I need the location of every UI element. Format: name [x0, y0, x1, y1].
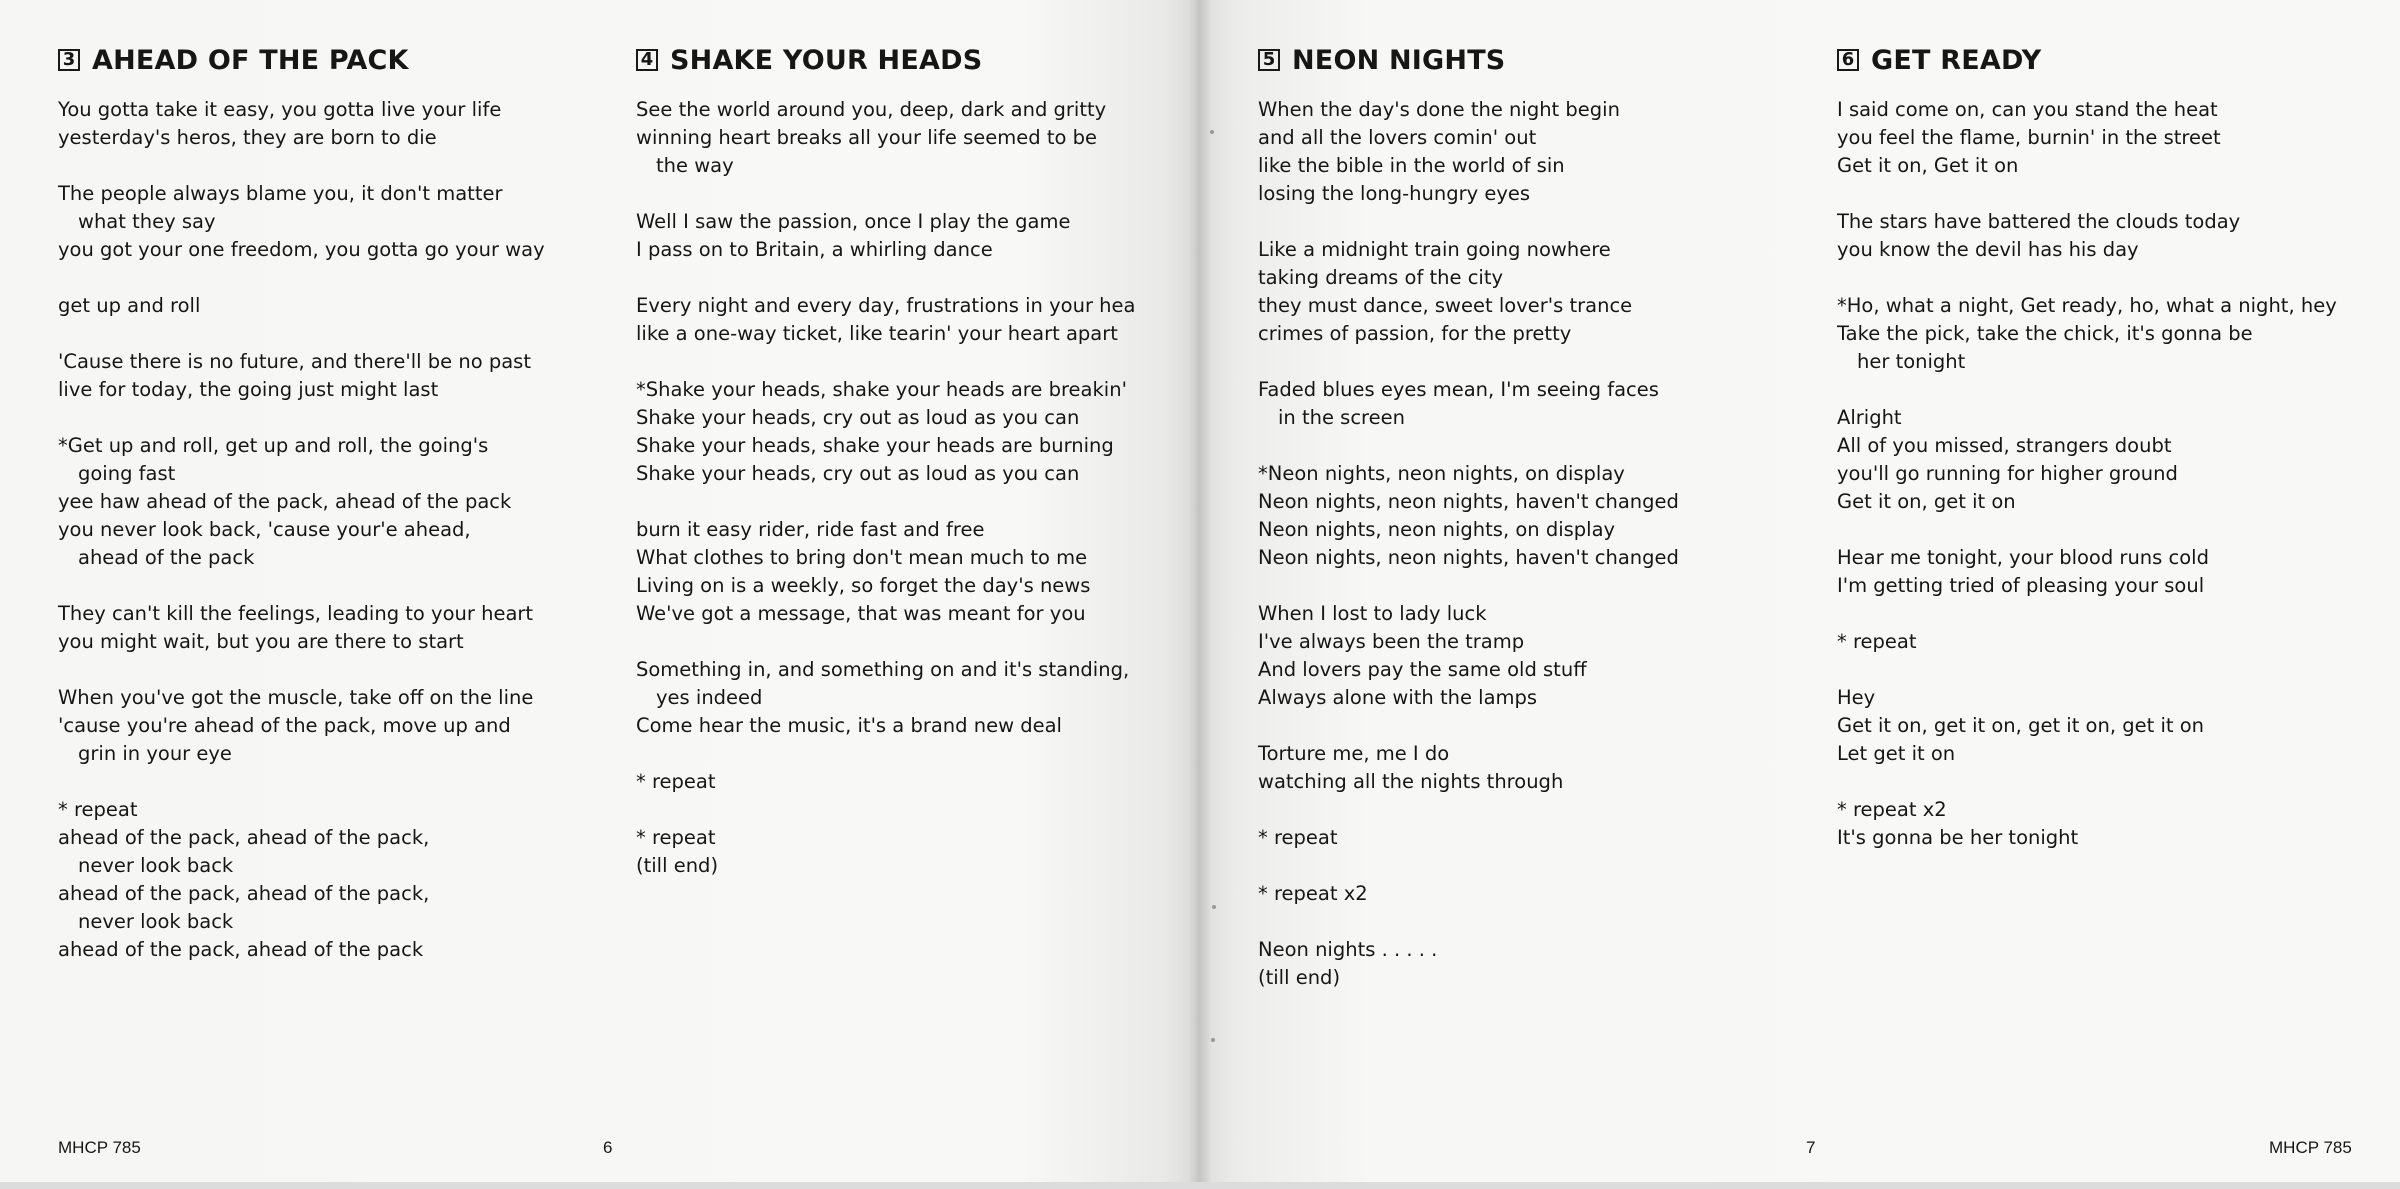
lyric-line: * repeat	[1258, 826, 1338, 849]
lyric-line: yes indeed	[656, 686, 763, 709]
lyric-line: they must dance, sweet lover's trance	[1258, 294, 1633, 317]
lyric-line: I'm getting tried of pleasing your soul	[1837, 574, 2205, 597]
lyric-line: Take the pick, take the chick, it's gonna be	[1837, 322, 2253, 345]
lyric-stanza	[636, 824, 1176, 880]
lyric-stanza	[1258, 880, 1798, 908]
lyric-line: taking dreams of the city	[1258, 266, 1504, 289]
lyric-line: Faded blues eyes mean, I'm seeing faces	[1258, 378, 1659, 401]
lyric-line: Get it on, get it on	[1837, 490, 2016, 513]
paper-speck	[1212, 905, 1216, 909]
track-number: 5	[1258, 49, 1280, 71]
lyric-line: live for today, the going just might last	[58, 378, 439, 401]
lyric-line: When I lost to lady luck	[1258, 602, 1487, 625]
lyric-line: ahead of the pack, ahead of the pack,	[58, 826, 430, 849]
lyric-line: Neon nights, neon nights, haven't changed	[1258, 490, 1679, 513]
song-header	[58, 38, 598, 82]
lyric-stanza	[58, 796, 598, 964]
lyric-line: like a one-way ticket, like tearin' your heart apart	[636, 322, 1118, 345]
lyric-line: 'Cause there is no future, and there'll be no past	[58, 350, 531, 373]
lyric-line: Hey	[1837, 686, 1876, 709]
lyric-stanza	[1837, 796, 2377, 852]
lyric-line: You gotta take it easy, you gotta live your life	[58, 98, 502, 121]
lyric-line: * repeat	[1837, 630, 1917, 653]
lyric-line: you might wait, but you are there to start	[58, 630, 464, 653]
song-column-get-ready	[1837, 38, 2377, 880]
lyric-line: (till end)	[1258, 966, 1341, 989]
lyric-line: *Get up and roll, get up and roll, the going's	[58, 434, 489, 457]
lyric-stanza	[58, 348, 598, 404]
lyric-line: watching all the nights through	[1258, 770, 1564, 793]
lyric-stanza	[58, 600, 598, 656]
lyric-line: Neon nights, neon nights, haven't changed	[1258, 546, 1679, 569]
lyric-line: ahead of the pack, ahead of the pack	[58, 938, 424, 961]
lyric-stanza	[636, 208, 1176, 264]
lyric-line: What clothes to bring don't mean much to me	[636, 546, 1088, 569]
lyric-line: Something in, and something on and it's standing,	[636, 658, 1130, 681]
paper-speck	[1210, 130, 1214, 134]
page-number-right: 7	[1806, 1138, 1816, 1157]
lyric-line: (till end)	[636, 854, 719, 877]
lyric-line: burn it easy rider, ride fast and free	[636, 518, 985, 541]
lyric-stanza	[1837, 96, 2377, 180]
lyric-line: Shake your heads, shake your heads are burning	[636, 434, 1114, 457]
lyric-line: See the world around you, deep, dark and gritty	[636, 98, 1107, 121]
lyric-line: going fast	[78, 462, 176, 485]
lyric-stanza	[1258, 376, 1798, 432]
lyric-line: you got your one freedom, you gotta go your way	[58, 238, 545, 261]
lyric-stanza	[1837, 208, 2377, 264]
lyric-line: All of you missed, strangers doubt	[1837, 434, 2172, 457]
lyric-line: *Shake your heads, shake your heads are breakin'	[636, 378, 1127, 401]
catalog-number-left: MHCP 785	[58, 1138, 141, 1157]
lyric-line: Shake your heads, cry out as loud as you can	[636, 406, 1080, 429]
lyric-line: Neon nights, neon nights, on display	[1258, 518, 1616, 541]
lyric-line: * repeat	[636, 826, 716, 849]
lyric-stanza	[1258, 236, 1798, 348]
track-number: 3	[58, 49, 80, 71]
lyric-stanza	[1258, 740, 1798, 796]
lyric-line: *Ho, what a night, Get ready, ho, what a night, hey	[1837, 294, 2337, 317]
lyric-line: * repeat x2	[1837, 798, 1947, 821]
left-page	[0, 0, 1200, 1182]
lyric-line: Every night and every day, frustrations in your hea	[636, 294, 1136, 317]
lyric-line: Always alone with the lamps	[1258, 686, 1538, 709]
song-column-shake-your-heads	[636, 38, 1176, 908]
lyric-stanza	[636, 96, 1176, 180]
lyric-line: *Neon nights, neon nights, on display	[1258, 462, 1625, 485]
right-page	[1200, 0, 2400, 1182]
lyric-stanza	[1837, 404, 2377, 516]
lyric-line: The people always blame you, it don't matter	[58, 182, 503, 205]
song-title: GET READY	[1871, 44, 2042, 76]
lyric-stanza	[636, 292, 1176, 348]
lyric-line: Come hear the music, it's a brand new deal	[636, 714, 1062, 737]
lyric-line: in the screen	[1278, 406, 1405, 429]
lyric-line: I said come on, can you stand the heat	[1837, 98, 2218, 121]
song-header	[636, 38, 1176, 82]
lyric-line: what they say	[78, 210, 216, 233]
lyric-line: grin in your eye	[78, 742, 232, 765]
song-header	[1837, 38, 2377, 82]
lyric-line: crimes of passion, for the pretty	[1258, 322, 1572, 345]
lyric-stanza	[58, 684, 598, 768]
lyric-stanza	[58, 180, 598, 264]
lyric-line: you feel the flame, burnin' in the street	[1837, 126, 2221, 149]
lyric-stanza	[636, 768, 1176, 796]
lyric-line: I've always been the tramp	[1258, 630, 1525, 653]
lyric-line: I pass on to Britain, a whirling dance	[636, 238, 993, 261]
lyric-line: ahead of the pack	[78, 546, 255, 569]
lyric-line: and all the lovers comin' out	[1258, 126, 1537, 149]
lyric-line: Well I saw the passion, once I play the game	[636, 210, 1071, 233]
song-title: NEON NIGHTS	[1292, 44, 1506, 76]
lyric-line: Shake your heads, cry out as loud as you can	[636, 462, 1080, 485]
lyric-line: And lovers pay the same old stuff	[1258, 658, 1587, 681]
lyric-line: When you've got the muscle, take off on the line	[58, 686, 534, 709]
lyric-line: the way	[656, 154, 734, 177]
lyric-stanza	[636, 376, 1176, 488]
lyric-stanza	[1258, 936, 1798, 992]
lyric-line: get up and roll	[58, 294, 201, 317]
track-number: 6	[1837, 49, 1859, 71]
lyric-line: Living on is a weekly, so forget the day's news	[636, 574, 1091, 597]
lyric-stanza	[58, 96, 598, 152]
song-column-ahead-of-the-pack	[58, 38, 598, 992]
lyric-line: Get it on, get it on, get it on, get it on	[1837, 714, 2205, 737]
lyric-stanza	[1837, 544, 2377, 600]
lyric-line: 'cause you're ahead of the pack, move up and	[58, 714, 511, 737]
lyric-line: winning heart breaks all your life seemed to be	[636, 126, 1097, 149]
lyric-stanza	[1837, 684, 2377, 768]
lyric-line: The stars have battered the clouds today	[1837, 210, 2241, 233]
song-column-neon-nights	[1258, 38, 1798, 1020]
lyric-stanza	[58, 432, 598, 572]
lyric-line: yee haw ahead of the pack, ahead of the pack	[58, 490, 512, 513]
lyric-stanza	[1258, 824, 1798, 852]
lyric-stanza	[1258, 460, 1798, 572]
song-header	[1258, 38, 1798, 82]
lyric-line: yesterday's heros, they are born to die	[58, 126, 437, 149]
catalog-number-right: MHCP 785	[2269, 1138, 2352, 1157]
page-number-left: 6	[603, 1138, 613, 1157]
lyric-stanza	[1258, 96, 1798, 208]
lyric-line: ahead of the pack, ahead of the pack,	[58, 882, 430, 905]
lyric-line: It's gonna be her tonight	[1837, 826, 2079, 849]
lyric-line: Let get it on	[1837, 742, 1956, 765]
lyric-line: * repeat	[58, 798, 138, 821]
lyric-line: you'll go running for higher ground	[1837, 462, 2178, 485]
lyric-line: * repeat x2	[1258, 882, 1368, 905]
lyric-line: you know the devil has his day	[1837, 238, 2139, 261]
lyric-line: Hear me tonight, your blood runs cold	[1837, 546, 2209, 569]
lyric-line: her tonight	[1857, 350, 1966, 373]
lyric-line: never look back	[78, 854, 234, 877]
lyric-stanza	[58, 292, 598, 320]
song-title: SHAKE YOUR HEADS	[670, 44, 983, 76]
lyric-line: When the day's done the night begin	[1258, 98, 1620, 121]
lyric-line: never look back	[78, 910, 234, 933]
lyric-line: Neon nights . . . . .	[1258, 938, 1438, 961]
lyric-line: losing the long-hungry eyes	[1258, 182, 1531, 205]
lyric-stanza	[1258, 600, 1798, 712]
lyric-stanza	[1837, 292, 2377, 376]
lyric-stanza	[1837, 628, 2377, 656]
paper-speck	[1211, 1038, 1215, 1042]
lyric-line: Alright	[1837, 406, 1902, 429]
lyric-line: We've got a message, that was meant for you	[636, 602, 1086, 625]
lyric-line: They can't kill the feelings, leading to your heart	[58, 602, 534, 625]
lyric-stanza	[636, 516, 1176, 628]
lyric-line: * repeat	[636, 770, 716, 793]
lyric-line: like the bible in the world of sin	[1258, 154, 1565, 177]
lyric-line: Get it on, Get it on	[1837, 154, 2019, 177]
song-title: AHEAD OF THE PACK	[92, 44, 409, 76]
lyric-line: you never look back, 'cause your'e ahead,	[58, 518, 471, 541]
lyric-stanza	[636, 656, 1176, 740]
lyric-line: Torture me, me I do	[1258, 742, 1450, 765]
lyric-line: Like a midnight train going nowhere	[1258, 238, 1611, 261]
track-number: 4	[636, 49, 658, 71]
